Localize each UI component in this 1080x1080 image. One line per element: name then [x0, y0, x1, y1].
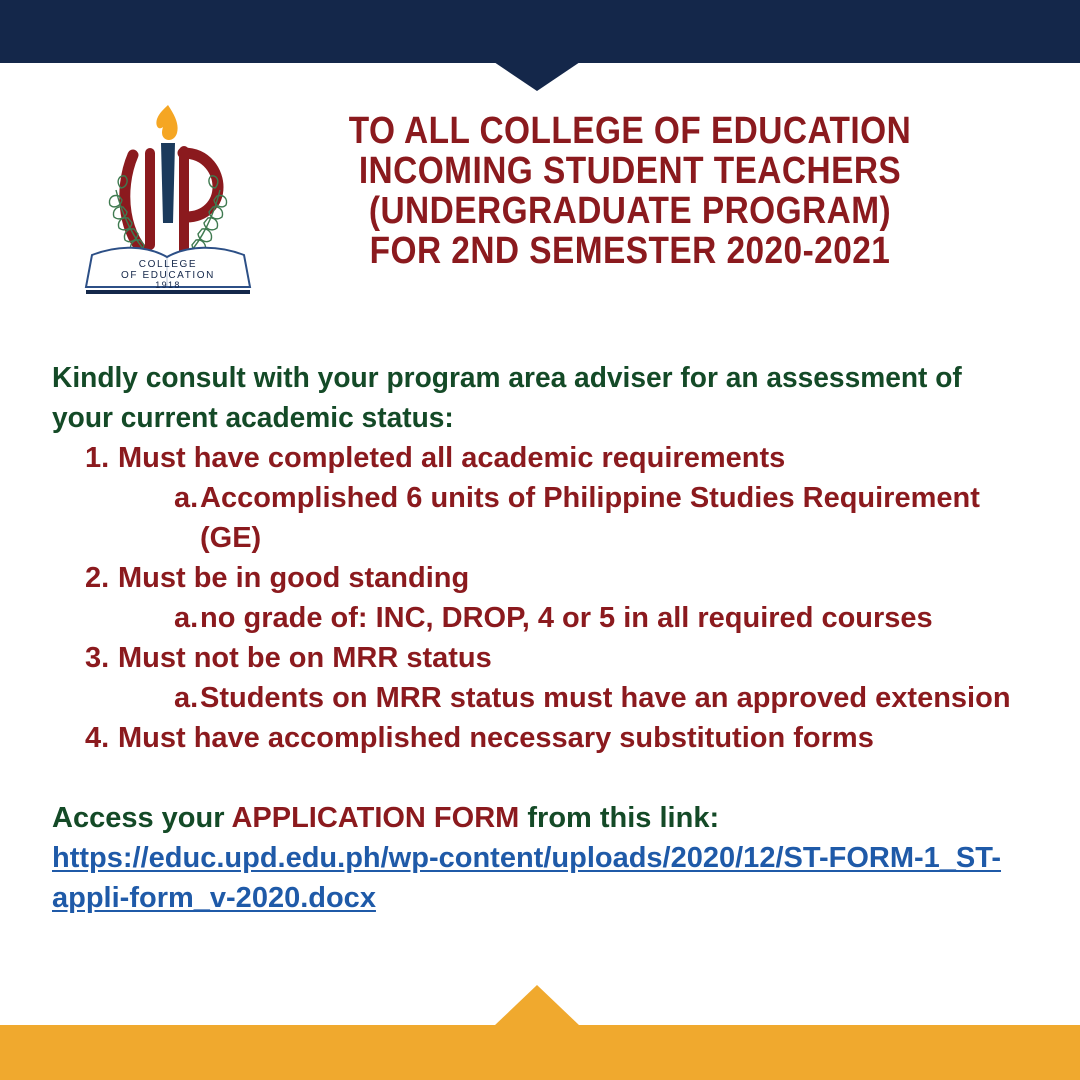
requirements-list	[52, 438, 1032, 758]
sub-list-item-text: no grade of: INC, DROP, 4 or 5 in all required courses	[200, 602, 933, 634]
sub-list-item-text: Students on MRR status must have an approved extension	[200, 682, 1011, 714]
body-content	[52, 358, 1032, 918]
list-item-text: Must not be on MRR status	[118, 642, 492, 674]
sub-list-marker: a.	[174, 602, 199, 634]
title-line-1: TO ALL COLLEGE OF EDUCATION	[348, 110, 912, 152]
bottom-orange-band	[0, 1025, 1080, 1080]
header-row	[0, 95, 1080, 300]
bottom-band-notch	[494, 985, 580, 1026]
list-marker: 3.	[85, 642, 110, 674]
sub-list-item-text: Accomplished 6 units of Philippine Studies Requirement (GE)	[200, 482, 980, 554]
sub-list-marker: a.	[174, 482, 199, 514]
list-marker: 1.	[85, 442, 110, 474]
title-line-2: INCOMING STUDENT TEACHERS	[358, 150, 902, 192]
title-line-3: (UNDERGRADUATE PROGRAM)	[368, 190, 892, 232]
sub-list-item	[174, 478, 1032, 558]
list-item-text: Must have completed all academic requirements	[118, 442, 786, 474]
sub-list	[118, 478, 1032, 558]
top-navy-band	[0, 0, 1080, 63]
sub-list-item	[174, 678, 1032, 718]
logo-book-line2: OF EDUCATION	[120, 270, 216, 281]
list-item	[85, 438, 1032, 558]
section-spacer	[52, 758, 1032, 798]
sub-list	[118, 598, 1032, 638]
list-marker: 2.	[85, 562, 110, 594]
access-prefix: Access your	[52, 802, 232, 834]
list-item-text: Must have accomplished necessary substitution forms	[118, 722, 874, 754]
logo-book-line1: COLLEGE	[138, 259, 198, 270]
sub-list-marker: a.	[174, 682, 199, 714]
page-title	[300, 111, 960, 271]
application-form-link[interactable]: https://educ.upd.edu.ph/wp-content/uploads/2020/12/ST-FORM-1_ST-appli-form_v-2020.docx	[52, 842, 1002, 914]
list-item-text: Must be in good standing	[118, 562, 470, 594]
list-item	[85, 558, 1032, 638]
list-item	[85, 638, 1032, 718]
access-instruction	[52, 798, 1032, 838]
list-marker: 4.	[85, 722, 110, 754]
top-band-notch	[494, 62, 580, 91]
list-item	[85, 718, 1032, 758]
up-college-of-education-logo	[78, 95, 258, 295]
title-line-4: FOR 2ND SEMESTER 2020-2021	[369, 230, 891, 272]
sub-list-item	[174, 598, 1032, 638]
sub-list	[118, 678, 1032, 718]
intro-paragraph: Kindly consult with your program area adviser for an assessment of your current academic status:	[52, 362, 962, 434]
logo-book-line3: 1918	[155, 280, 181, 290]
application-form-emphasis: APPLICATION FORM	[231, 802, 520, 834]
access-suffix: from this link:	[519, 802, 720, 834]
